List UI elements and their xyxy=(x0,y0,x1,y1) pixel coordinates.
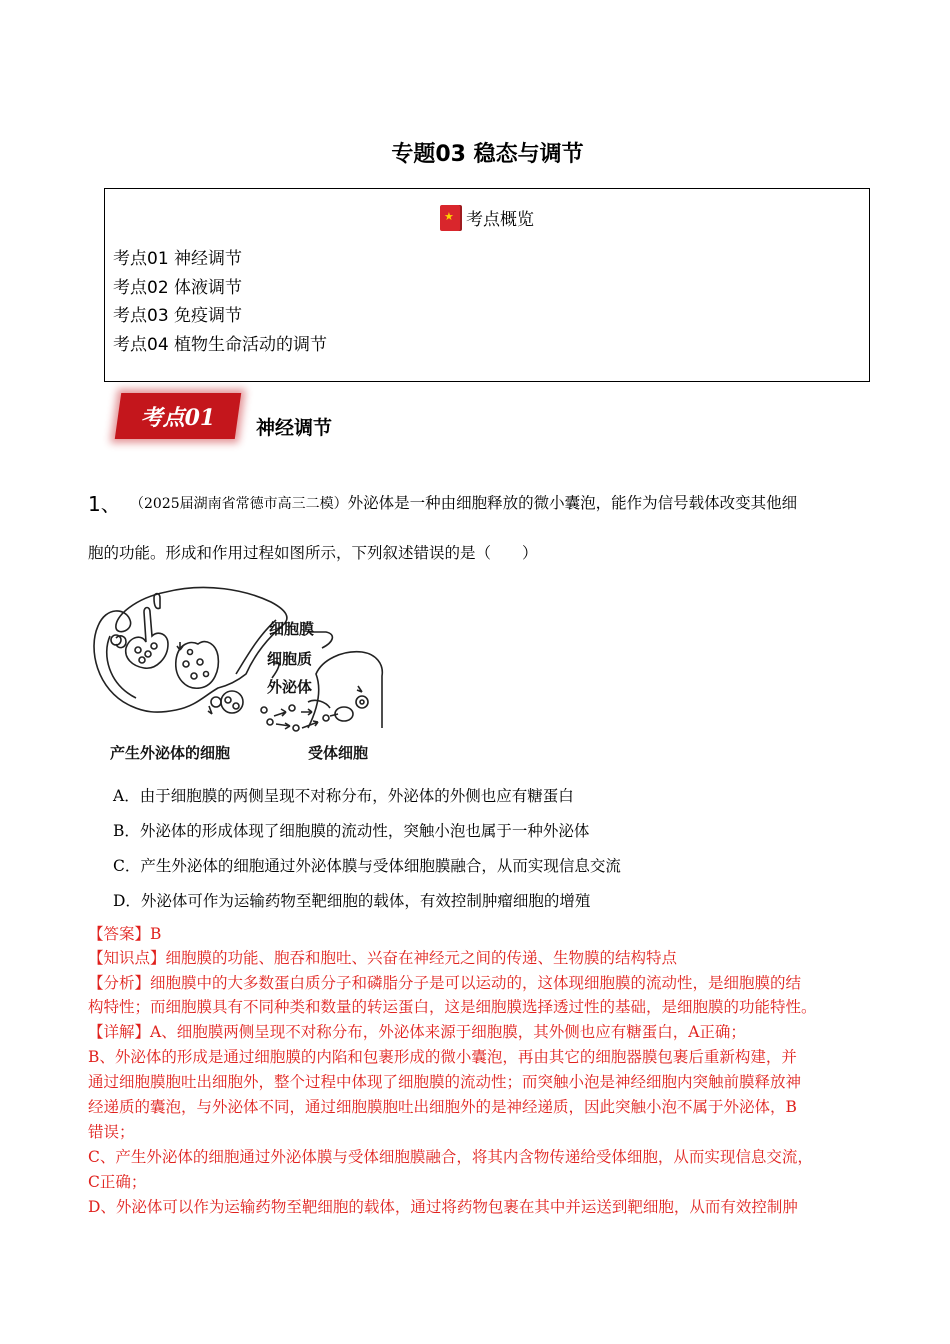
label-exosome: 外泌体 xyxy=(267,678,313,696)
question-stem-line2: 胞的功能。形成和作用过程如图所示，下列叙述错误的是（ ） xyxy=(88,544,538,562)
detail-line-7: C正确； xyxy=(88,1173,147,1191)
multivesicular-body-1 xyxy=(126,608,168,669)
label-membrane: 细胞膜 xyxy=(269,620,315,638)
question-source: （2025届湖南省常德市高三二模） xyxy=(130,496,348,512)
answer-line: 【答案】B xyxy=(88,925,162,943)
overview-item: 考点03 免疫调节 xyxy=(113,306,243,326)
overview-item: 考点04 植物生命活动的调节 xyxy=(113,334,328,355)
vesicle-bud xyxy=(154,594,160,609)
multivesicular-body-2 xyxy=(176,642,219,689)
option-b: B．外泌体的形成体现了细胞膜的流动性，突触小泡也属于一种外泌体 xyxy=(113,822,590,840)
knowledge-line: 【知识点】细胞膜的功能、胞吞和胞吐、兴奋在神经元之间的传递、生物膜的结构特点 xyxy=(88,949,678,967)
label-producer: 产生外泌体的细胞 xyxy=(110,744,231,762)
analysis-line-1: 【分析】细胞膜中的大多数蛋白质分子和磷脂分子是可以运动的，这体现细胞膜的流动性，是细胞膜的结 xyxy=(88,974,802,992)
detail-line-1: 【详解】A、细胞膜两侧呈现不对称分布，外泌体来源于细胞膜，其外侧也应有糖蛋白，A正确； xyxy=(88,1023,746,1041)
detail-line-2: B、外泌体的形成是通过细胞膜的内陷和包裹形成的微小囊泡，再由其它的细胞器膜包裹后重新构建，并 xyxy=(88,1048,797,1066)
detail-line-5: 错误； xyxy=(88,1123,135,1141)
option-c: C．产生外泌体的细胞通过外泌体膜与受体细胞膜融合，从而实现信息交流 xyxy=(113,857,621,875)
overview-box xyxy=(104,188,870,382)
option-d: D．外泌体可作为运输药物至靶细胞的载体，有效控制肿瘤细胞的增殖 xyxy=(113,892,591,910)
overview-item: 考点02 体液调节 xyxy=(113,277,243,298)
overview-heading-text: 考点概览 xyxy=(466,210,534,230)
overview-item: 考点01 神经调节 xyxy=(113,249,243,269)
analysis-line-2: 构特性；而细胞膜具有不同种类和数量的转运蛋白，这是细胞膜选择透过性的基础，是细胞膜的功能特性。 xyxy=(88,998,817,1016)
question-number: 1、 xyxy=(88,492,121,516)
detail-line-3: 通过细胞膜胞吐出细胞外，整个过程中体现了细胞膜的流动性；而突触小泡是神经细胞内突触前膜释放神 xyxy=(88,1073,802,1091)
exosome-figure xyxy=(86,578,386,764)
detail-line-6: C、产生外泌体的细胞通过外泌体膜与受体细胞膜融合，将其内含物传递给受体细胞，从而实现信息交流， xyxy=(88,1148,813,1166)
section-badge xyxy=(115,393,241,439)
section-title: 神经调节 xyxy=(256,417,333,439)
book-icon xyxy=(440,205,460,231)
overview-list xyxy=(113,245,327,359)
page-title: 专题03 稳态与调节 xyxy=(391,142,584,167)
label-receiver: 受体细胞 xyxy=(308,744,369,762)
question-stem-text: 外泌体是一种由细胞释放的微小囊泡，能作为信号载体改变其他细 xyxy=(347,494,798,512)
detail-line-8: D、外泌体可以作为运输药物至靶细胞的载体，通过将药物包裹在其中并运送到靶细胞，从而有效控制肿 xyxy=(88,1198,798,1216)
detail-line-4: 经递质的囊泡，与外泌体不同，通过细胞膜胞吐出细胞外的是神经递质，因此突触小泡不属于外泌体，B xyxy=(88,1098,797,1116)
producer-cell-inner xyxy=(107,620,276,698)
option-a: A．由于细胞膜的两侧呈现不对称分布，外泌体的外侧也应有糖蛋白 xyxy=(113,787,574,805)
question-stem-line1 xyxy=(130,491,797,513)
receiver-cell-membrane xyxy=(308,652,382,728)
overview-heading xyxy=(105,205,869,231)
label-cytoplasm: 细胞质 xyxy=(267,650,313,668)
section-badge-text: 考点01 xyxy=(140,405,216,431)
